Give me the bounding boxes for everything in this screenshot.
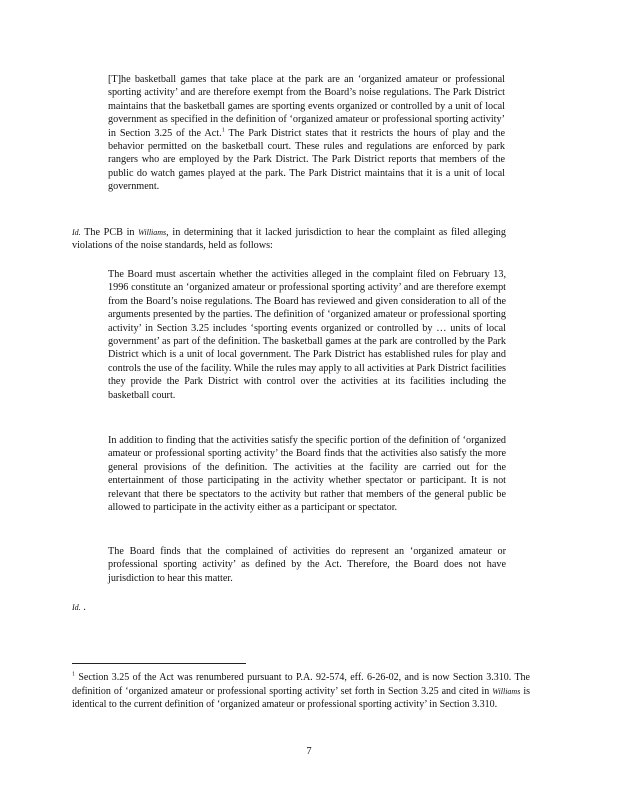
footnote-separator-rule [72,663,246,664]
id-citation: Id. [72,228,81,237]
intro-text-a: The PCB in [80,227,139,238]
williams-intro-paragraph [72,226,506,253]
intro-text-b: , in determining that it lacked jurisdiction to hear the complaint as filed alleging violations of the noise standards, held as follows: [72,227,506,252]
footnote-reference-mark: 1 [221,127,225,134]
closing-id-suffix: . [80,602,86,613]
page-number: 7 [306,746,312,757]
footnote-text-a: Section 3.25 of the Act was renumbered pursuant to P.A. 92-574, eff. 6-26-02, and is now Section 3.310. The definition of ‘organized amateur or professional sporting activity’ set forth in Section 3.25 and cited in [72,672,530,697]
closing-id-citation [72,601,132,614]
case-name-williams: Williams [138,228,167,237]
block-quote-board-conclusion: The Board finds that the complained of activities do represent an ‘organized amateur or professional sporting activity’ as defined by the Act. Therefore, the Board does not have jurisdiction to hear this matter. [108,546,506,584]
footnote-mark: 1 [72,671,75,678]
quote1-text-a: [T]he basketball games that take place at the park are an ‘organized amateur or professional sporting activity’ and are therefore exempt from the Board’s noise regulations. The Park District maintains that the basketball games are sporting events organized or controlled by a unit of local government as specified in the definition of ‘organized amateur or professional sporting activity’ in Section 3.25 of the Act. [108,74,505,139]
footnote-case-name-williams: Williams [492,686,521,696]
closing-id-label: Id. [72,603,81,612]
block-quote-park-district-position [108,73,505,194]
footnote-1 [72,671,530,712]
footnote-text-b: is identical to the current definition of ‘organized amateur or professional sporting activity’ in Section 3.310. [72,685,530,711]
block-quote-additional-finding: In addition to finding that the activities satisfy the specific portion of the definition of ‘organized amateur or professional sporting activity’ the Board finds that the activities also satisfy the more general provisions of the definition. The activities at the facility are carried out for the entertainment of those participating in the activity whether spectator or participant. It is not relevant that there be spectators to the activity but rather that members of the general public be allowed to participate in the activity either as a participant or spectator. [108,435,506,514]
block-quote-board-ascertain: The Board must ascertain whether the activities alleged in the complaint filed on February 13, 1996 constitute an ‘organized amateur or professional sporting activity’ and are therefore exempt from the Board’s noise regulations. The Board has reviewed and given consideration to all of the arguments presented by the parties. The definition of ‘organized amateur or professional sporting activity’ in Section 3.25 includes ‘sporting events organized or controlled by … units of local government’ as part of the definition. The basketball games at the park are controlled by the Park District which is a unit of local government. The Park District has established rules for play and controls the use of the facility. While the rules may apply to all activities at Park District facilities they provide the Park District with control over the activities at its facilities including the basketball court. [108,269,506,401]
quote1-text-b: The Park District states that it restricts the hours of play and the behavior permitted on the basketball court. These rules and regulations are enforced by park rangers who are employed by the Park District. The Park District reports that members of the public do watch games played at the park. The Park District maintains that it is a unit of local government. [108,127,505,193]
